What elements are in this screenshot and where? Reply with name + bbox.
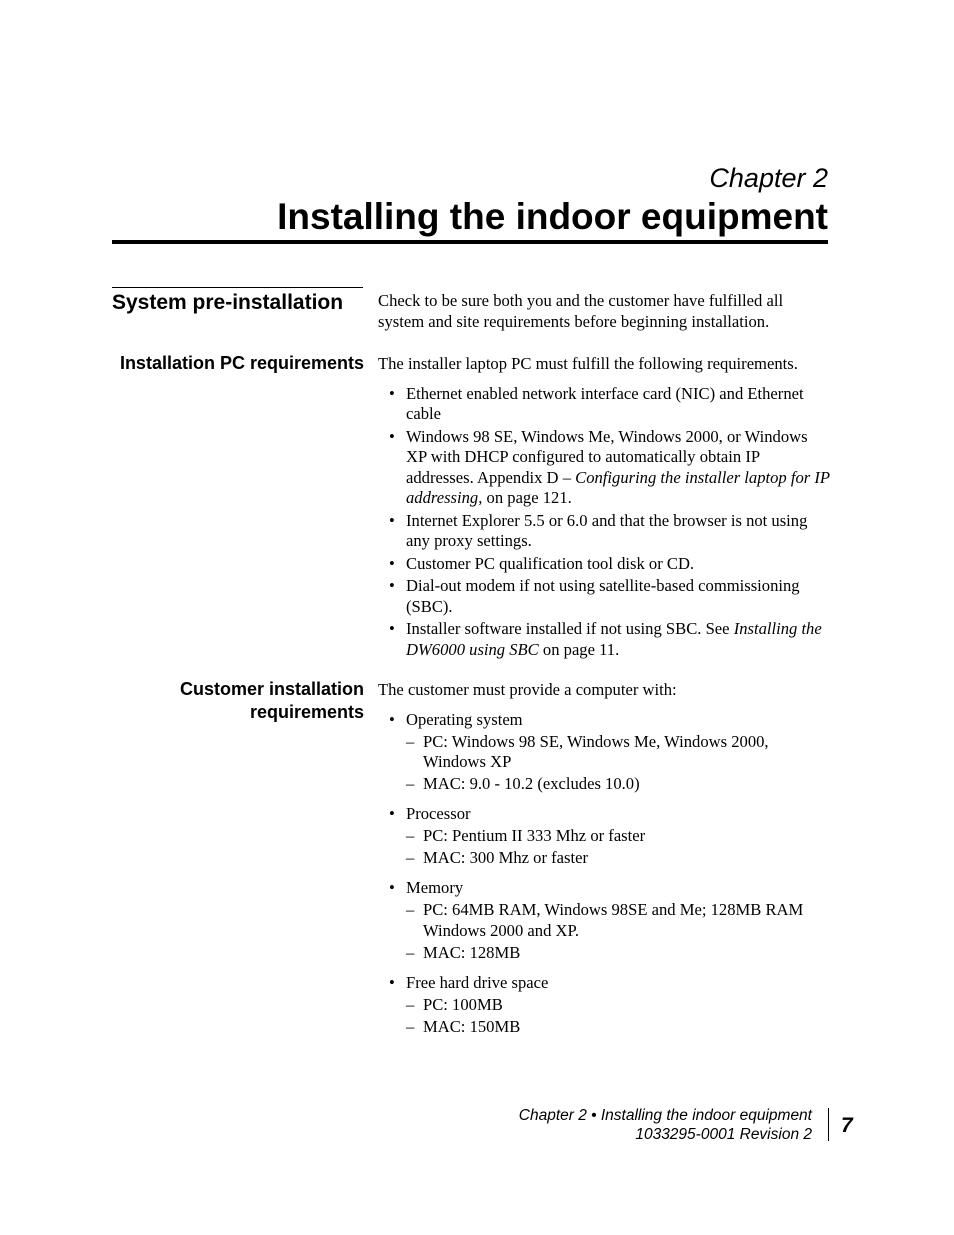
system-preinstallation-body (378, 291, 830, 332)
list-item: • Installer software installed if not using SBC. See Installing the DW6000 using SBC on page 11. (378, 619, 830, 660)
sub-list-item: – PC: Windows 98 SE, Windows Me, Windows 2000, Windows XP (406, 732, 830, 773)
footer-text (519, 1106, 812, 1144)
footer-divider (828, 1108, 829, 1141)
sub-list-item: – MAC: 9.0 - 10.2 (excludes 10.0) (406, 774, 830, 795)
installation-pc-intro: The installer laptop PC must fulfill the following requirements. (378, 354, 798, 373)
installation-pc-list (378, 384, 830, 661)
customer-requirements-list (378, 710, 830, 1038)
system-preinstallation-heading: System pre-installation (112, 287, 363, 316)
appendix-reference: Configuring the installer laptop for IP addressing, (406, 467, 830, 507)
sbc-reference: Installing the DW6000 using SBC (406, 619, 822, 659)
installation-pc-body (378, 354, 830, 660)
sub-list (406, 995, 830, 1038)
sub-list-item: – MAC: 128MB (406, 943, 830, 964)
list-item: • Dial-out modem if not using satellite-based commissioning (SBC). (378, 576, 830, 617)
list-item: • Operating system – PC: Windows 98 SE, Windows Me, Windows 2000, Windows XP – MAC: 9.0 - 10.2 (excludes 10.0) (378, 710, 830, 795)
list-item: • Internet Explorer 5.5 or 6.0 and that the browser is not using any proxy settings. (378, 511, 830, 552)
page-number: 7 (841, 1114, 853, 1137)
system-preinstallation-text: Check to be sure both you and the customer have fulfilled all system and site requirements before beginning installation. (378, 291, 784, 331)
sub-list (406, 732, 830, 795)
sub-list-item: – PC: Pentium II 333 Mhz or faster (406, 826, 830, 847)
page-title: Installing the indoor equipment (277, 196, 828, 237)
list-item: • Customer PC qualification tool disk or CD. (378, 554, 830, 575)
list-item: • Windows 98 SE, Windows Me, Windows 2000, or Windows XP with DHCP configured to automatically obtain IP addresses. Appendix D – Configuring the installer laptop for IP addressing, on page 121. (378, 427, 830, 509)
customer-installation-body (378, 680, 830, 1037)
sub-list-item: – PC: 64MB RAM, Windows 98SE and Me; 128MB RAM Windows 2000 and XP. (406, 900, 830, 941)
sub-list (406, 826, 830, 869)
customer-installation-intro: The customer must provide a computer with: (378, 680, 677, 699)
footer-doc-revision: 1033295-0001 Revision 2 (635, 1126, 812, 1143)
list-item: • Free hard drive space – PC: 100MB – MAC: 150MB (378, 973, 830, 1038)
sub-list-item: – PC: 100MB (406, 995, 830, 1016)
installation-pc-heading: Installation PC requirements (119, 353, 364, 373)
sub-list-item: – MAC: 300 Mhz or faster (406, 848, 830, 869)
chapter-label: Chapter 2 (709, 163, 828, 193)
sub-list-item: – MAC: 150MB (406, 1017, 830, 1038)
list-item: • Memory – PC: 64MB RAM, Windows 98SE and Me; 128MB RAM Windows 2000 and XP. – MAC: 128MB (378, 878, 830, 963)
list-item: • Ethernet enabled network interface card (NIC) and Ethernet cable (378, 384, 830, 425)
sub-list (406, 900, 830, 963)
customer-installation-heading: Customer installation requirements (179, 679, 364, 722)
footer-chapter: Chapter 2 • Installing the indoor equipment (518, 1107, 812, 1124)
list-item: • Processor – PC: Pentium II 333 Mhz or faster – MAC: 300 Mhz or faster (378, 804, 830, 869)
title-rule (112, 240, 828, 244)
